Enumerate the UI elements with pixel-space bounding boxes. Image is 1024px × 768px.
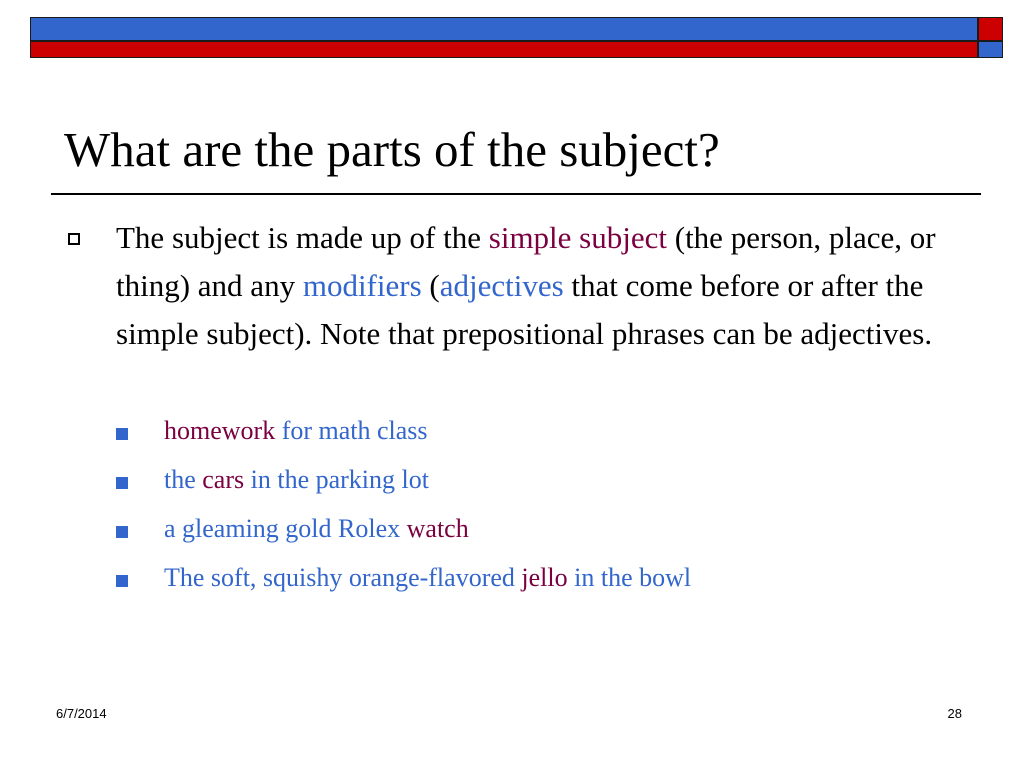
example-modifier: for math class: [275, 416, 428, 445]
banner-blue-stripe: [30, 17, 978, 41]
example-simple-subject: jello: [521, 563, 568, 592]
example-text: [164, 513, 469, 545]
example-text: [164, 464, 429, 496]
example-simple-subject: homework: [164, 416, 276, 445]
filled-square-bullet-icon: [116, 477, 128, 489]
example-modifier: a gleaming gold Rolex: [164, 514, 407, 543]
para-text: (the person, place, or thing) and any: [116, 220, 936, 303]
hollow-square-bullet-icon: [68, 233, 80, 245]
para-text: that come before or after the simple subject). Note that prepositional phrases can be adjectives.: [116, 268, 933, 351]
para-text: The subject is made up of the: [116, 220, 489, 255]
banner-blue-square: [978, 41, 1003, 58]
banner-red-stripe: [30, 41, 978, 58]
slide-title: What are the parts of the subject?: [64, 122, 720, 177]
slide-number: 28: [947, 706, 962, 721]
filled-square-bullet-icon: [116, 428, 128, 440]
example-text: [164, 415, 428, 447]
example-modifier: The soft, squishy orange-flavored: [164, 563, 522, 592]
example-modifier: in the parking lot: [244, 465, 429, 494]
para-text: (: [421, 268, 440, 303]
modifiers-term: modifiers: [302, 268, 422, 303]
main-paragraph: [116, 214, 976, 358]
example-text: [164, 562, 691, 594]
title-divider: [51, 193, 981, 195]
example-simple-subject: watch: [406, 514, 469, 543]
filled-square-bullet-icon: [116, 526, 128, 538]
footer-date: 6/7/2014: [56, 706, 107, 721]
example-simple-subject: cars: [202, 465, 245, 494]
filled-square-bullet-icon: [116, 575, 128, 587]
example-modifier: the: [164, 465, 203, 494]
simple-subject-term: simple subject: [488, 220, 667, 255]
adjectives-term: adjectives: [439, 268, 564, 303]
example-modifier: in the bowl: [567, 563, 692, 592]
banner-red-square: [978, 17, 1003, 41]
